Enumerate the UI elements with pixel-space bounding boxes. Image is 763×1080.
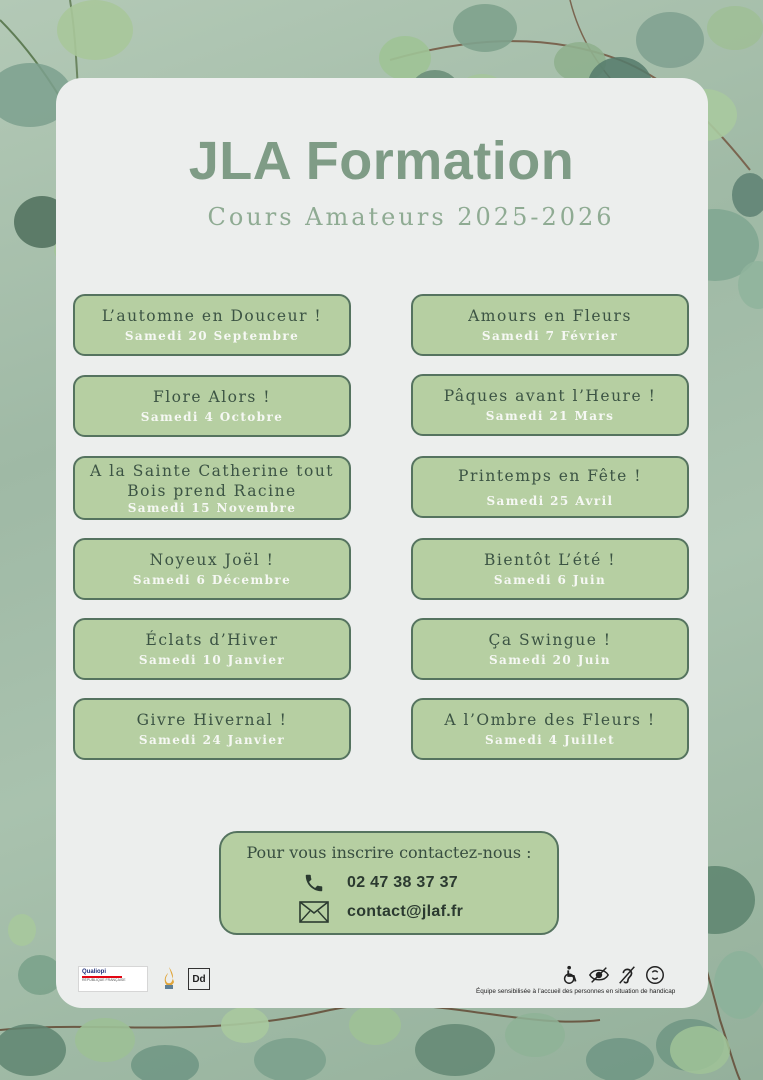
event-name: Ça Swingue !	[488, 631, 612, 649]
mental-disability-icon	[644, 964, 666, 986]
event-name: A la Sainte Catherine tout	[89, 461, 335, 480]
event-card	[411, 456, 689, 518]
event-date: Samedi 21 Mars	[485, 409, 615, 423]
event-card	[73, 538, 351, 600]
wheelchair-icon	[560, 964, 582, 986]
page-title: JLA Formation	[188, 131, 575, 191]
event-name: Flore Alors !	[152, 388, 272, 406]
event-card	[411, 618, 689, 680]
qualiopi-label: Qualiopi	[82, 969, 106, 975]
email-link[interactable]: contact@jlaf.fr	[347, 903, 464, 920]
event-name: Éclats d’Hiver	[145, 631, 279, 649]
event-date: Samedi 4 Octobre	[140, 410, 284, 424]
page-subtitle: Cours Amateurs 2025-2026	[207, 203, 615, 231]
flame-logo-icon	[158, 966, 180, 992]
event-date: Samedi 15 Novembre	[127, 500, 297, 515]
dd-logo: Dd	[188, 968, 210, 990]
certification-logos	[78, 966, 210, 992]
event-name: Givre Hivernal !	[136, 711, 288, 729]
event-card	[411, 374, 689, 436]
event-name-line-2: Bois prend Racine	[127, 481, 297, 500]
event-date: Samedi 25 Avril	[486, 493, 614, 508]
event-date: Samedi 20 Septembre	[124, 329, 300, 343]
phone-icon	[297, 871, 331, 895]
event-name: A l’Ombre des Fleurs !	[444, 711, 656, 729]
accessibility-icons	[560, 964, 666, 986]
phone-number-link[interactable]: 02 47 38 37 37	[347, 874, 458, 891]
ear-icon	[616, 964, 638, 986]
event-name: Printemps en Fête !	[458, 466, 642, 485]
event-date: Samedi 7 Février	[481, 329, 619, 343]
event-date: Samedi 6 Juin	[493, 573, 607, 587]
event-date: Samedi 20 Juin	[488, 653, 612, 667]
qualiopi-country: RÉPUBLIQUE FRANÇAISE	[82, 978, 126, 982]
contact-box	[219, 831, 559, 935]
qualiopi-logo	[78, 966, 148, 992]
event-card	[411, 698, 689, 760]
event-card	[73, 375, 351, 437]
event-date: Samedi 6 Décembre	[132, 573, 292, 587]
email-row	[297, 900, 463, 924]
event-date: Samedi 4 Juillet	[484, 733, 616, 747]
event-card	[411, 294, 689, 356]
event-name: Noyeux Joël !	[149, 551, 275, 569]
event-name: Pâques avant l’Heure !	[443, 387, 657, 405]
event-card	[73, 456, 351, 520]
envelope-icon	[297, 900, 331, 924]
event-card	[411, 538, 689, 600]
eye-icon	[588, 964, 610, 986]
event-card	[73, 294, 351, 356]
event-date: Samedi 10 Janvier	[138, 653, 286, 667]
event-name: Amours en Fleurs	[468, 307, 632, 325]
contact-title: Pour vous inscrire contactez-nous :	[246, 843, 532, 862]
event-card	[73, 618, 351, 680]
phone-row	[297, 871, 458, 895]
event-name: Bientôt L’été !	[484, 551, 616, 569]
event-date: Samedi 24 Janvier	[138, 733, 286, 747]
event-card	[73, 698, 351, 760]
accessibility-note: Équipe sensibilisée à l’accueil des personnes en situation de handicap	[476, 988, 676, 995]
event-name: L’automne en Douceur !	[101, 307, 323, 325]
